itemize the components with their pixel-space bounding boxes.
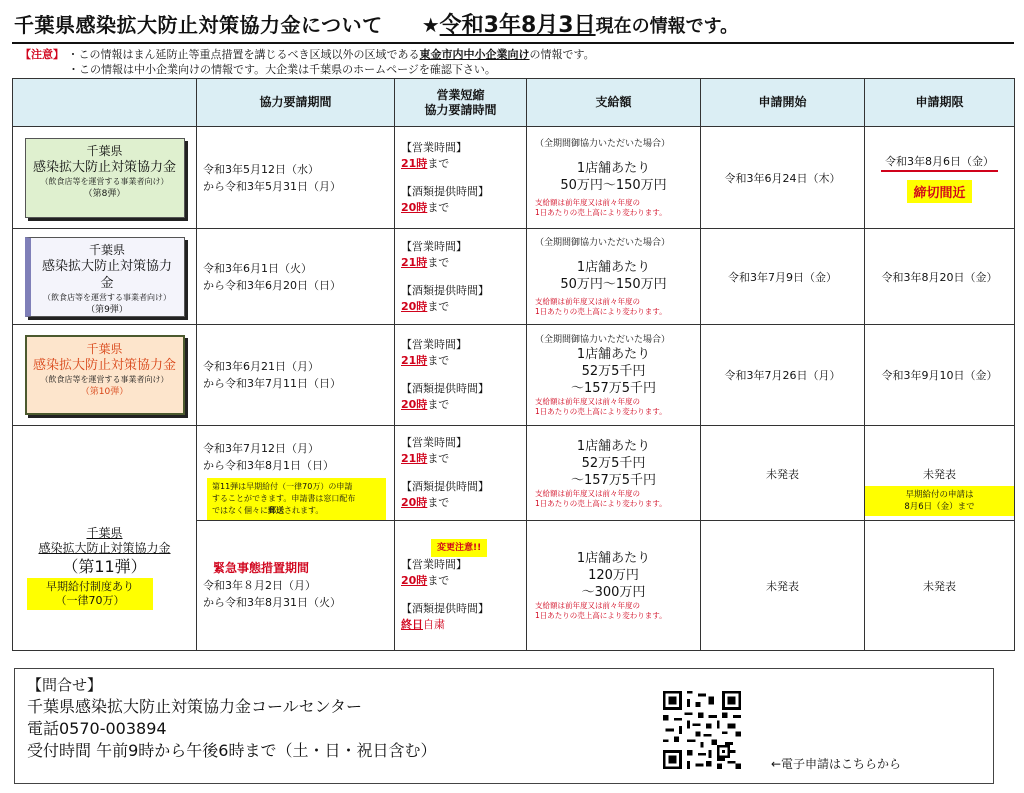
period-from: 令和3年6月21日（月） [203, 360, 319, 373]
hours-cell [395, 521, 527, 651]
period-to: から令和3年8月31日（火） [203, 596, 341, 609]
until: まで [427, 156, 450, 170]
note-1: 第11弾は早期給付（一律70万）の申請 [212, 482, 353, 491]
card-no: （第9弾） [86, 304, 128, 315]
note-1-post: の情報です。 [529, 48, 595, 61]
period-to: から令和3年8月1日（日） [203, 459, 334, 472]
note-line-1 [20, 47, 595, 62]
card-name: 感染拡大防止対策協力金 [32, 159, 176, 175]
start-cell: 未発表 [701, 426, 865, 521]
amount-fine-2: 1日あたりの売上高により変わります。 [535, 306, 667, 316]
amount-value-2: ～157万5千円 [570, 472, 657, 488]
deadline-cell [865, 127, 1015, 229]
amount-fine-2: 1日あたりの売上高により変わります。 [535, 406, 667, 416]
card-pref: 千葉県 [88, 242, 125, 257]
amount-condition: （全期間御協力いただいた場合） [535, 138, 671, 149]
biz-hours-value [401, 451, 526, 467]
title-text: 千葉県感染拡大防止対策協力金について [14, 13, 383, 37]
amount-value-1: 52万5千円 [581, 363, 646, 379]
round-card [25, 237, 185, 317]
period-from: 令和3年5月12日（水） [203, 162, 319, 176]
round-card-cell [13, 325, 197, 426]
card-no: （第10弾） [80, 387, 129, 397]
amount-fine-2: 1日あたりの売上高により変わります。 [535, 498, 667, 508]
hours-cell [395, 127, 527, 229]
amount-fine-1: 支給額は前年度又は前々年度の [535, 296, 640, 306]
alcohol-hours-value [401, 397, 526, 413]
call-center-name: 千葉県感染拡大防止対策協力金コールセンター [27, 697, 363, 716]
round-card [25, 138, 185, 218]
start-cell: 未発表 [701, 521, 865, 651]
biz-hours-label: 【営業時間】 [401, 557, 467, 571]
per-store: 1店舗あたり [576, 259, 651, 275]
period-to: から令和3年5月31日（月） [203, 179, 341, 193]
note-3-bold: 郵送 [268, 506, 284, 515]
title-underline [12, 42, 1014, 44]
biz-hours-value [401, 255, 526, 271]
round11-name: 感染拡大防止対策協力金 [38, 541, 171, 555]
until: まで [427, 573, 450, 587]
card-name: 感染拡大防止対策協力金 [41, 258, 172, 291]
e-application-note: ←電子申請はこちらから [771, 757, 902, 771]
title-date: 令和3年8月3日 [439, 13, 596, 38]
card-no: （第8弾） [83, 188, 126, 199]
header-blank [13, 79, 197, 127]
period-cell [197, 229, 395, 325]
card-pref: 千葉県 [86, 143, 123, 158]
round11-pref: 千葉県 [86, 526, 123, 540]
start-cell: 令和3年6月24日（木） [701, 127, 865, 229]
until: まで [427, 200, 450, 214]
alcohol-hours-label: 【酒類提供時間】 [401, 184, 489, 198]
table-row [13, 325, 1015, 426]
table-header-row [13, 79, 1015, 127]
biz-hours-value [401, 353, 526, 369]
note-1-pre: ・この情報はまん延防止等重点措置を講じるべき区域以外の区域である [67, 48, 420, 61]
refrain-mark: 自粛 [423, 617, 445, 631]
amount-condition: （全期間御協力いただいた場合） [535, 334, 671, 345]
header-deadline: 申請期限 [865, 79, 1015, 127]
subsidy-table [12, 78, 1015, 651]
alcohol-time: 20時 [401, 200, 428, 214]
period-from: 令和3年８月2日（月） [203, 579, 316, 592]
amount-value: 50万円～150万円 [560, 177, 667, 193]
amount-value: 50万円～150万円 [560, 276, 667, 292]
biz-hours-label: 【営業時間】 [401, 338, 467, 351]
star-mark: ★ [421, 13, 440, 37]
round-card [25, 335, 185, 415]
header-hours-2: 協力要請時間 [424, 102, 497, 117]
reception-hours: 受付時間 午前9時から午後6時まで（土・日・祝日含む） [27, 741, 437, 760]
close-time: 21時 [401, 156, 428, 170]
note-2: することができます。申請書は窓口配布 [212, 494, 356, 503]
hours-cell [395, 325, 527, 426]
note-1-emph: 東金市内中小企業向け [419, 48, 530, 61]
per-store: 1店舗あたり [576, 438, 651, 454]
start-cell: 令和3年7月9日（金） [701, 229, 865, 325]
note-line-2: ・この情報は中小企業向けの情報です。大企業は千葉県のホームページを確認下さい。 [68, 63, 496, 76]
amount-value-2: ～300万円 [581, 585, 646, 600]
per-store: 1店舗あたり [576, 160, 651, 176]
alcohol-hours-label: 【酒類提供時間】 [401, 480, 489, 493]
until: まで [427, 398, 450, 411]
alcohol-hours-label: 【酒類提供時間】 [401, 382, 489, 395]
close-time: 21時 [401, 255, 428, 269]
close-time: 20時 [401, 573, 428, 587]
amount-cell [527, 229, 701, 325]
amount-cell [527, 127, 701, 229]
inquiry-box [14, 668, 994, 784]
period-to: から令和3年6月20日（日） [203, 278, 341, 292]
early-deadline-note [865, 486, 1014, 516]
alcohol-hours-label: 【酒類提供時間】 [401, 601, 489, 615]
deadline-cell: 令和3年9月10日（金） [865, 325, 1015, 426]
amount-value-2: ～157万5千円 [570, 380, 657, 396]
amount-value-1: 52万5千円 [581, 455, 646, 471]
amount-condition: （全期間御協力いただいた場合） [535, 237, 671, 248]
amount-fine-1: 支給額は前年度又は前々年度の [535, 197, 640, 207]
early-note-2: 8月6日（金）まで [904, 502, 975, 512]
amount-cell [527, 521, 701, 651]
biz-hours-value [401, 573, 526, 589]
header-amount: 支給額 [527, 79, 701, 127]
change-warning-badge: 変更注意!! [431, 539, 487, 557]
per-store: 1店舗あたり [576, 346, 651, 362]
biz-hours-value [401, 156, 526, 172]
round11-no: （第11弾） [62, 557, 147, 576]
amount-cell [527, 325, 701, 426]
round-card-cell [13, 229, 197, 325]
note-3-post: されます。 [284, 506, 324, 515]
until: まで [427, 354, 450, 367]
deadline-soon-badge: 締切間近 [907, 180, 971, 203]
table-row [13, 127, 1015, 229]
until: まで [427, 452, 450, 465]
round-11-cell [13, 426, 197, 651]
alcohol-hours-value [401, 617, 526, 633]
early-payment-badge [27, 578, 153, 610]
until: まで [427, 496, 450, 509]
until: まで [427, 299, 450, 313]
early-note-1: 早期給付の申請は [905, 490, 974, 500]
round-card-cell [13, 127, 197, 229]
phone-number[interactable]: 電話0570-003894 [27, 719, 167, 738]
card-sub: （飲食店等を運営する事業者向け） [43, 292, 171, 302]
card-pref: 千葉県 [86, 342, 123, 356]
alcohol-time: 20時 [401, 398, 428, 411]
qr-code-icon[interactable] [663, 691, 741, 769]
period-cell [197, 426, 395, 521]
header-start: 申請開始 [701, 79, 865, 127]
alcohol-hours-value [401, 495, 526, 511]
card-sub: （飲食店等を運営する事業者向け） [40, 375, 169, 384]
all-day-mark: 終日 [401, 617, 423, 631]
deadline-cell: 未発表 [865, 521, 1015, 651]
header-hours-1: 営業短縮 [436, 87, 485, 102]
amount-value-1: 120万円 [588, 568, 639, 583]
period-from: 令和3年7月12日（月） [203, 442, 319, 455]
inquiry-heading: 【問合せ】 [27, 676, 103, 694]
deadline-text: 未発表 [923, 468, 956, 481]
header-period: 協力要請期間 [197, 79, 395, 127]
close-time: 21時 [401, 452, 428, 465]
amount-fine-2: 1日あたりの売上高により変わります。 [535, 611, 667, 620]
alcohol-hours-value [401, 299, 526, 315]
period-to: から令和3年7月11日（日） [203, 377, 341, 390]
biz-hours-label: 【営業時間】 [401, 239, 467, 253]
table-row [13, 426, 1015, 521]
emergency-label: 緊急事態措置期間 [213, 561, 310, 575]
card-sub: （飲食店等を運営する事業者向け） [40, 176, 169, 186]
period-cell [197, 521, 395, 651]
title-tail: 現在の情報です。 [595, 16, 739, 37]
amount-fine-1: 支給額は前年度又は前々年度の [535, 396, 640, 406]
until: まで [427, 255, 450, 269]
deadline-cell: 令和3年8月20日（金） [865, 229, 1015, 325]
deadline-date: 令和3年8月6日（金） [881, 153, 998, 172]
per-store: 1店舗あたり [576, 551, 651, 566]
note-3-pre: ではなく個々に [212, 506, 268, 515]
amount-fine-1: 支給額は前年度又は前々年度の [535, 488, 640, 498]
note-3 [212, 505, 381, 517]
amount-fine-2: 1日あたりの売上高により変わります。 [535, 207, 667, 217]
table-row [13, 229, 1015, 325]
alcohol-time: 20時 [401, 299, 428, 313]
notes [20, 47, 595, 77]
biz-hours-label: 【営業時間】 [401, 436, 467, 449]
deadline-cell [865, 426, 1015, 521]
close-time: 21時 [401, 354, 428, 367]
period-cell [197, 127, 395, 229]
early-2: （一律70万） [55, 594, 125, 607]
start-cell: 令和3年7月26日（月） [701, 325, 865, 426]
header-hours [395, 79, 527, 127]
period-cell [197, 325, 395, 426]
amount-cell [527, 426, 701, 521]
hours-cell [395, 229, 527, 325]
note-tag: 【注意】 [20, 48, 64, 61]
alcohol-hours-value [401, 200, 526, 216]
hours-cell [395, 426, 527, 521]
alcohol-hours-label: 【酒類提供時間】 [401, 283, 489, 297]
page-title [14, 8, 1014, 42]
period-from: 令和3年6月1日（火） [203, 261, 312, 275]
alcohol-time: 20時 [401, 496, 428, 509]
biz-hours-label: 【営業時間】 [401, 140, 467, 154]
early-payment-note [207, 478, 386, 520]
card-name: 感染拡大防止対策協力金 [32, 358, 176, 373]
early-1: 早期給付制度あり [46, 580, 134, 593]
amount-fine-1: 支給額は前年度又は前々年度の [535, 601, 640, 610]
